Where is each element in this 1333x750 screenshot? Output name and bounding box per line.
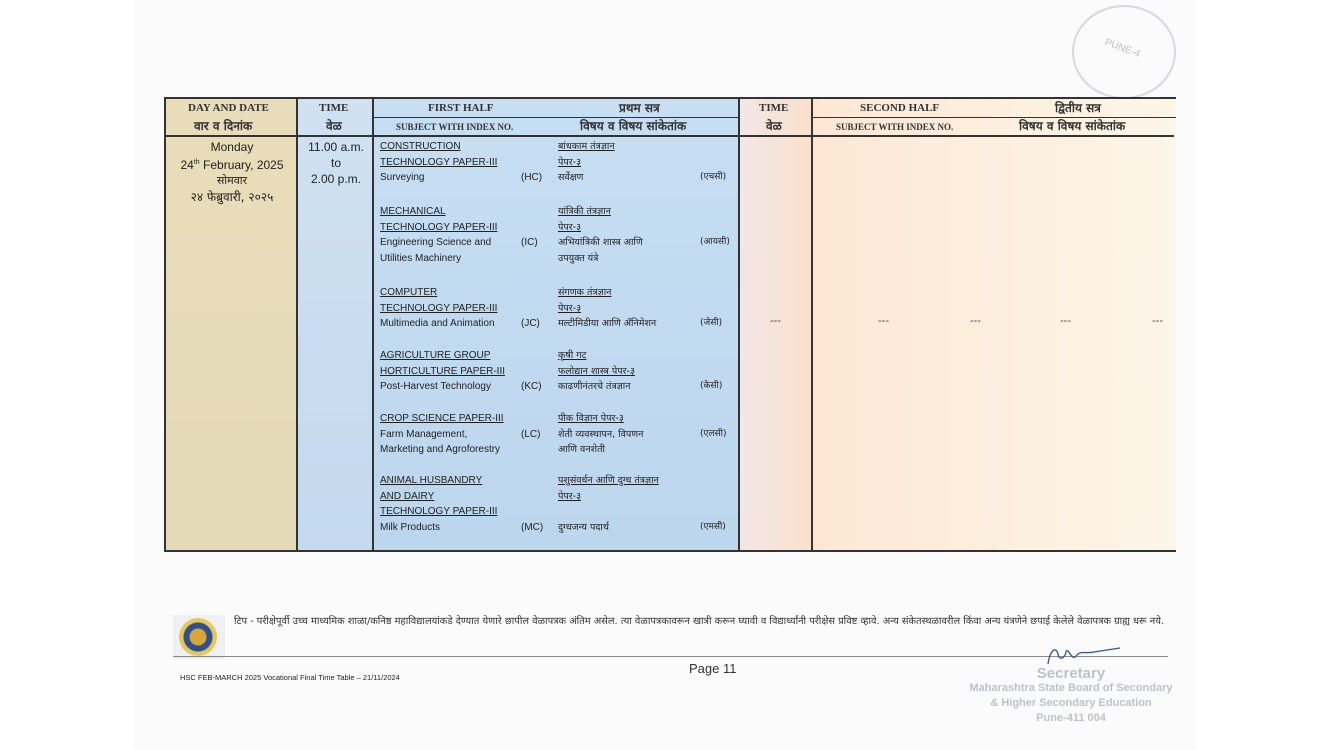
subject-name-en: Multimedia and Animation — [380, 318, 495, 330]
subject-block — [380, 348, 740, 395]
header-time-second: TIME — [759, 102, 789, 114]
subject-line — [380, 442, 740, 458]
subject-name-mr: संगणक तंत्रज्ञान — [558, 287, 612, 298]
document-reference: HSC FEB-MARCH 2025 Vocational Final Time Table – 21/11/2024 — [180, 673, 400, 682]
subject-name-en: Milk Products — [380, 521, 441, 533]
timetable — [164, 97, 1176, 552]
subject-name-mr: शेती व्यवस्थापन, विपणन — [558, 428, 644, 440]
subject-line — [380, 504, 740, 520]
time-end: 2.00 p.m. — [310, 172, 362, 186]
subject-name-en: COMPUTER — [380, 287, 438, 298]
seal-text: PUNE-4 — [1103, 37, 1142, 60]
subject-index-code: (KC) — [521, 381, 542, 393]
subject-index-code: (IC) — [521, 237, 538, 249]
subject-name-mr: यांत्रिकी तंत्रज्ञान — [558, 206, 611, 217]
header-time-mr: वेळ — [326, 119, 342, 133]
subject-index-code-mr: (जेसी) — [700, 318, 723, 329]
subject-line — [380, 316, 740, 332]
footer-divider — [173, 656, 1168, 657]
subject-line — [380, 411, 740, 427]
subject-name-mr: दुग्धजन्य पदार्थ — [558, 521, 609, 533]
subject-name-en: TECHNOLOGY PAPER-III — [380, 506, 498, 518]
second-half-dash-2: --- — [970, 315, 981, 327]
subject-name-en: ANIMAL HUSBANDRY — [380, 475, 483, 486]
subject-name-mr: आणि वनशेती — [558, 444, 605, 456]
subject-index-code-mr: (एचसी) — [700, 172, 727, 183]
header-subject-index-second-mr: विषय व विषय सांकेतांक — [1019, 119, 1126, 133]
date-mr: २४ फेब्रुवारी, २०२५ — [190, 190, 274, 204]
subject-name-mr: अभियांत्रिकी शास्त्र आणि — [558, 237, 643, 249]
subject-name-mr: उपयुक्त यंत्रे — [558, 252, 599, 264]
day-name: Monday — [210, 140, 254, 154]
header-day-date-mr: वार व दिनांक — [194, 119, 253, 133]
subject-line — [380, 489, 740, 505]
stamp-title: Secretary — [1036, 665, 1106, 682]
subject-block — [380, 204, 740, 266]
subject-line — [380, 379, 740, 395]
subject-line — [380, 301, 740, 317]
subject-index-code-mr: (आयसी) — [700, 237, 730, 248]
subject-block — [380, 285, 740, 332]
col-second-half — [813, 99, 1176, 550]
header-time-second-mr: वेळ — [766, 119, 782, 133]
subject-name-en: CONSTRUCTION — [380, 141, 461, 152]
subject-name-mr: कृषी गट — [558, 350, 587, 361]
header-subject-index-second: SUBJECT WITH INDEX NO. — [836, 122, 954, 132]
second-time-dash: --- — [770, 315, 781, 327]
subject-name-en: Engineering Science and — [380, 237, 492, 249]
subject-block — [380, 411, 740, 458]
subject-line — [380, 155, 740, 171]
header-first-half: FIRST HALF — [428, 102, 494, 114]
subject-name-en: TECHNOLOGY PAPER-III — [380, 221, 498, 233]
subject-line — [380, 285, 740, 301]
header-subject-index-mr: विषय व विषय सांकेतांक — [580, 119, 687, 133]
stamp-line3: Pune-411 004 — [1036, 712, 1106, 724]
subject-line — [380, 220, 740, 236]
second-half-dash-1: --- — [878, 315, 889, 327]
subject-index-code-mr: (एमसी) — [700, 521, 726, 532]
subject-line — [380, 235, 740, 251]
header-time: TIME — [319, 102, 349, 114]
subject-line — [380, 348, 740, 364]
page-number: Page 11 — [689, 661, 737, 676]
subject-index-code: (HC) — [521, 172, 543, 184]
date-en: 24th February, 2025 — [180, 158, 284, 172]
exam-day-date — [166, 139, 298, 205]
stamp-line1: Maharashtra State Board of Secondary — [969, 682, 1173, 694]
subject-name-en: Surveying — [380, 172, 425, 184]
exam-time — [298, 139, 374, 187]
subject-name-en: MECHANICAL — [380, 206, 446, 217]
subject-name-mr: पेपर-३ — [558, 490, 582, 502]
subject-name-mr: मल्टीमिडीया आणि ॲनिमेशन — [558, 318, 657, 330]
header-first-half-mr: प्रथम सत्र — [619, 101, 660, 115]
subject-name-en: TECHNOLOGY PAPER-III — [380, 302, 498, 314]
subject-name-en: CROP SCIENCE PAPER-III — [380, 413, 504, 424]
subject-name-mr: फलोद्यान शास्त्र पेपर-३ — [558, 365, 635, 377]
subject-name-mr: काढणीनंतरचे तंत्रज्ञान — [558, 381, 631, 393]
header-second-half: SECOND HALF — [860, 102, 940, 114]
subject-index-code-mr: (केसी) — [700, 381, 723, 392]
subject-line — [380, 427, 740, 443]
subject-name-mr: पीक विज्ञान पेपर-३ — [558, 413, 624, 424]
footer-note: टिप - परीक्षेपूर्वी उच्च माध्यमिक शाळा/कनिष्ठ महाविद्यालयांकडे देण्यात येणारे छापील वेळापत्रक अंतिम असेल. त्या वेळापत्रकावरून खात्री करून घ्यावी व विद्यार्थ्यांनी परीक्षेस प्रविष्ट व्हावे. अन्य संकेतस्थळावरील किंवा अन्य यंत्रणेने छपाई केलेले वेळापत्रक ग्राह्य धरू नये. — [234, 616, 1165, 627]
time-to: to — [330, 156, 341, 170]
subject-name-en: AND DAIRY — [380, 490, 435, 502]
subject-name-mr: पेपर-३ — [558, 302, 582, 314]
subject-index-code: (MC) — [521, 521, 544, 533]
second-half-dash-4: --- — [1152, 315, 1163, 327]
subject-line — [380, 251, 740, 267]
header-day-date: DAY AND DATE — [188, 102, 269, 114]
subject-name-en: Utilities Machinery — [380, 252, 462, 264]
subject-line — [380, 139, 740, 155]
subject-name-mr: बांधकाम तंत्रज्ञान — [558, 141, 615, 152]
secretary-stamp — [956, 666, 1186, 726]
subject-line — [380, 364, 740, 380]
board-logo — [173, 615, 225, 659]
subject-name-mr: पेपर-३ — [558, 156, 582, 168]
subject-index-code: (LC) — [521, 428, 541, 440]
subject-name-en: Marketing and Agroforestry — [380, 444, 501, 456]
subject-index-code-mr: (एलसी) — [700, 428, 727, 439]
day-name-mr: सोमवार — [216, 174, 248, 187]
stamp-line2: & Higher Secondary Education — [990, 697, 1152, 709]
subject-name-mr: सर्वेक्षण — [558, 172, 584, 184]
board-seal-stamp — [1072, 5, 1176, 99]
header-subject-index: SUBJECT WITH INDEX NO. — [396, 122, 514, 132]
subject-name-en: HORTICULTURE PAPER-III — [380, 365, 506, 377]
subject-name-en: TECHNOLOGY PAPER-III — [380, 156, 498, 168]
subject-line — [380, 473, 740, 489]
subject-line — [380, 170, 740, 186]
header-second-half-mr: द्वितीय सत्र — [1055, 101, 1101, 115]
subject-name-mr: पेपर-३ — [558, 221, 582, 233]
subject-index-code: (JC) — [521, 318, 540, 330]
subject-block — [380, 473, 740, 535]
subject-name-mr: पशुसंवर्धन आणि दुग्ध तंत्रज्ञान — [558, 475, 659, 486]
time-start: 11.00 a.m. — [308, 140, 364, 154]
subject-name-en: AGRICULTURE GROUP — [380, 350, 491, 361]
subject-block — [380, 139, 740, 186]
subject-line — [380, 204, 740, 220]
subject-line — [380, 520, 740, 536]
subject-name-en: Post-Harvest Technology — [380, 381, 491, 393]
subject-name-en: Farm Management, — [380, 428, 468, 440]
second-half-dash-3: --- — [1060, 315, 1071, 327]
